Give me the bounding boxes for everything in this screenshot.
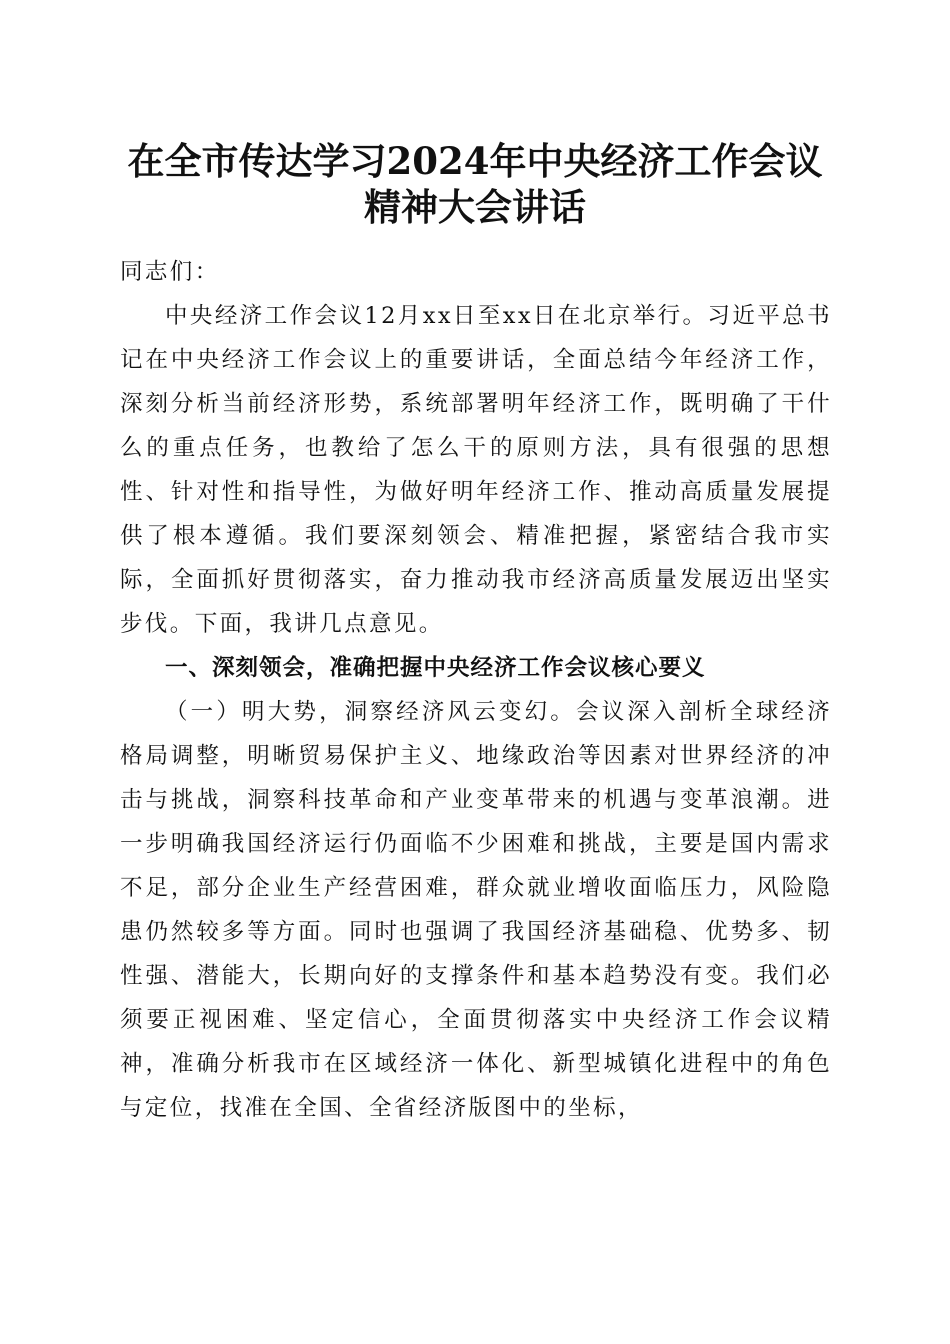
document-body [120, 250, 832, 1130]
document-title: 在全市传达学习2024年中央经济工作会议精神大会讲话 [127, 139, 823, 229]
subsection-paragraph [120, 690, 832, 1130]
subsection-body: 会议深入剖析全球经济格局调整，明晰贸易保护主义、地缘政治等因素对世界经济的冲击与挑战，洞察科技革命和产业变革带来的机遇与变革浪潮。进一步明确我国经济运行仍面临不少困难和挑战，主要是国内需求不足，部分企业生产经营困难，群众就业增收面临压力，风险隐患仍然较多等方面。同时也强调了我国经济基础稳、优势多、韧性强、潜能大，长期向好的支撑条件和基本趋势没有变。我们必须要正视困难、坚定信心，全面贯彻落实中央经济工作会议精神，准确分析我市在区域经济一体化、新型城镇化进程中的角色与定位，找准在全国、全省经济版图中的坐标， [120, 699, 832, 1121]
subsection-lead: （一）明大势，洞察经济风云变幻。 [165, 699, 576, 725]
intro-paragraph: 中央经济工作会议12月xx日至xx日在北京举行。习近平总书记在中央经济工作会议上的重要讲话，全面总结今年经济工作，深刻分析当前经济形势，系统部署明年经济工作，既明确了干什么的重点任务，也教给了怎么干的原则方法，具有很强的思想性、针对性和指导性，为做好明年经济工作、推动高质量发展提供了根本遵循。我们要深刻领会、精准把握，紧密结合我市实际，全面抓好贯彻落实，奋力推动我市经济高质量发展迈出坚实步伐。下面，我讲几点意见。 [120, 303, 832, 637]
salutation: 同志们： [120, 259, 220, 285]
section-heading: 一、深刻领会，准确把握中央经济工作会议核心要义 [165, 655, 706, 681]
